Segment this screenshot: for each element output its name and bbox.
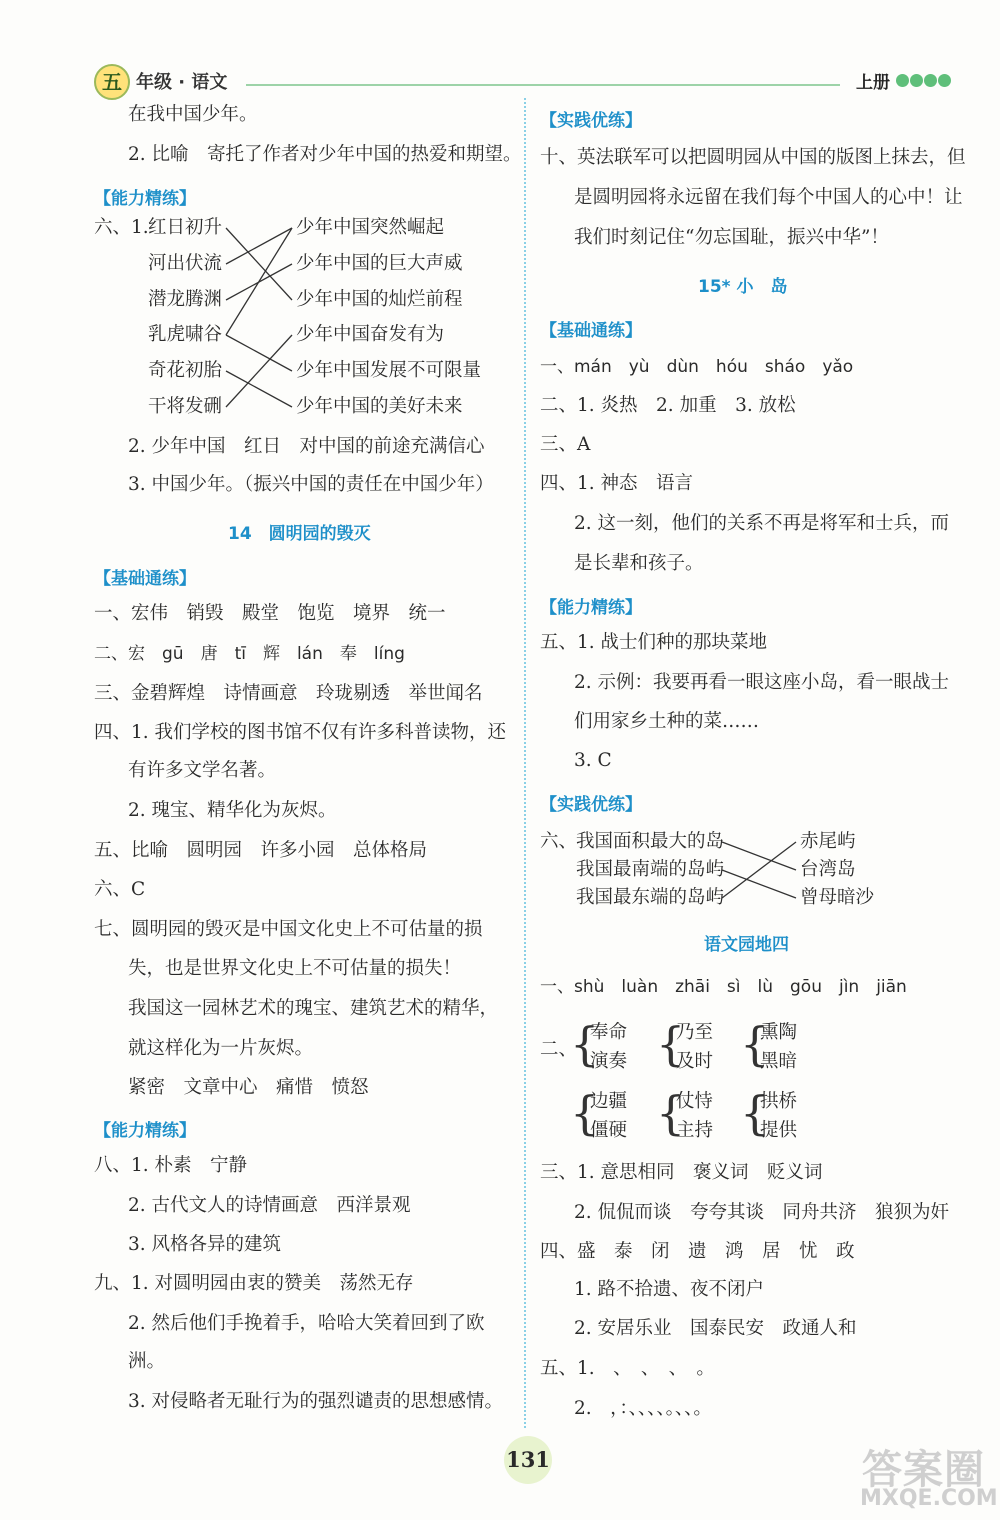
section-tag: 【基础通练】 xyxy=(540,321,642,341)
right-line: 是圆明园将永远留在我们每个中国人的心中！让 xyxy=(574,187,963,208)
word-group: 主持 xyxy=(676,1120,714,1141)
right-line: 一、shù luàn zhāi sì lù gōu jìn jiān xyxy=(540,977,907,997)
section-tag: 【基础通练】 xyxy=(94,569,196,589)
right-line: 2. ，：、、、、。、、。 xyxy=(574,1398,712,1419)
right-line: 2. 侃侃而谈 夸夸其谈 同舟共济 狼狈为奸 xyxy=(574,1202,950,1223)
left-line: 失，也是世界文化史上不可估量的损失！ xyxy=(128,958,462,979)
lesson-title: 14 圆明园的毁灭 xyxy=(228,524,371,544)
island-left: 我国最东端的岛屿 xyxy=(576,887,725,908)
left-line: 2. 然后他们手挽着手，哈哈大笑着回到了欧 xyxy=(128,1313,485,1334)
right-line: 三、1. 意思相同 褒义词 贬义词 xyxy=(540,1162,823,1183)
island-left: 我国面积最大的岛 xyxy=(576,831,725,852)
section-tag: 【实践优练】 xyxy=(540,111,642,131)
brace-icon: { xyxy=(570,1017,600,1071)
right-line: 五、1. 战士们种的那块菜地 xyxy=(540,632,768,653)
brace-icon: { xyxy=(656,1086,686,1140)
left-line: 3. 风格各异的建筑 xyxy=(128,1234,282,1255)
left-line: 洲。 xyxy=(128,1351,166,1372)
left-line: 2. 古代文人的诗情画意 西洋景观 xyxy=(128,1195,411,1216)
header-volume: 上册 xyxy=(856,73,890,93)
left-line: 九、1. 对圆明园由衷的赞美 荡然无存 xyxy=(94,1273,414,1294)
left-line: 二、宏 gū 唐 tī 辉 lán 奉 líng xyxy=(94,644,405,664)
match-right-item: 少年中国的灿烂前程 xyxy=(296,289,463,310)
brace-icon: { xyxy=(740,1086,770,1140)
left-line: 八、1. 朴素 宁静 xyxy=(94,1155,248,1176)
right-line: 1. 路不拾遗、夜不闭户 xyxy=(574,1279,765,1300)
page-number: 131 xyxy=(504,1436,552,1484)
brace-icon: { xyxy=(570,1086,600,1140)
match-right-item: 少年中国的巨大声威 xyxy=(296,253,463,274)
left-line: 2. 比喻 寄托了作者对少年中国的热爱和期望。 xyxy=(128,144,522,165)
right-line: 五、1. 、 、 、 。 xyxy=(540,1358,715,1379)
word-group: 乃至 xyxy=(676,1022,714,1043)
word-group: 拱桥 xyxy=(760,1091,798,1112)
left-line: 有许多文学名著。 xyxy=(128,760,277,781)
right-line: 四、盛 泰 闭 遗 鸿 居 忧 政 xyxy=(540,1241,855,1262)
section-tag: 【能力精练】 xyxy=(94,189,196,209)
lesson-title: 15* 小 岛 xyxy=(698,277,788,297)
right-line: 四、1. 神态 语言 xyxy=(540,473,694,494)
right-line: 是长辈和孩子。 xyxy=(574,553,704,574)
match-left-item: 河出伏流 xyxy=(148,253,223,274)
match-left-item: 潜龙腾渊 xyxy=(148,289,223,310)
match-right-item: 少年中国奋发有为 xyxy=(296,324,445,345)
island-right: 台湾岛 xyxy=(800,859,856,880)
left-line: 三、金碧辉煌 诗情画意 玲珑剔透 举世闻名 xyxy=(94,683,483,704)
match-right-item: 少年中国发展不可限量 xyxy=(296,360,482,381)
right-line: 我们时刻记住“勿忘国耻，振兴中华”！ xyxy=(574,227,889,248)
section-tag: 【能力精练】 xyxy=(540,598,642,618)
header-title: 年级 · 语文 xyxy=(136,72,228,93)
right-line: 们用家乡土种的菜…… xyxy=(574,711,760,732)
word-group: 僵硬 xyxy=(590,1120,628,1141)
right-line: 三、A xyxy=(540,434,591,455)
word-group: 仗恃 xyxy=(676,1091,714,1112)
left-line: 3. 中国少年。（振兴中国的责任在中国少年） xyxy=(128,474,494,495)
left-line: 六、C xyxy=(94,879,146,900)
right-line: 3. C xyxy=(574,750,612,771)
right-line: 2. 安居乐业 国泰民安 政通人和 xyxy=(574,1318,857,1339)
island-left: 我国最南端的岛屿 xyxy=(576,859,725,880)
right-line: 2. 示例：我要再看一眼这座小岛，看一眼战士 xyxy=(574,672,950,693)
word-group: 黑暗 xyxy=(760,1051,798,1072)
brace-icon: { xyxy=(656,1017,686,1071)
right-line: 2. 这一刻，他们的关系不再是将军和士兵，而 xyxy=(574,513,950,534)
match-right-item: 少年中国突然崛起 xyxy=(296,217,445,238)
question-prefix: 二、 xyxy=(540,1039,578,1060)
left-line: 2. 瑰宝、精华化为灰烬。 xyxy=(128,800,337,821)
word-group: 边疆 xyxy=(590,1091,628,1112)
left-line: 3. 对侵略者无耻行为的强烈谴责的思想感情。 xyxy=(128,1391,504,1412)
right-line: 一、mán yù dùn hóu sháo yǎo xyxy=(540,357,854,377)
watermark-logo: 答案圈 xyxy=(862,1447,985,1493)
word-group: 提供 xyxy=(760,1120,798,1141)
match-left-item: 干将发硎 xyxy=(148,396,223,417)
word-group: 奉命 xyxy=(590,1022,628,1043)
brace-icon: { xyxy=(740,1017,770,1071)
left-line: 就这样化为一片灰烬。 xyxy=(128,1038,314,1059)
watermark-url: MXQE.COM xyxy=(860,1486,998,1511)
left-line: 一、宏伟 销毁 殿堂 饱览 境界 统一 xyxy=(94,603,446,624)
right-line: 二、1. 炎热 2. 加重 3. 放松 xyxy=(540,395,796,416)
word-group: 演奏 xyxy=(590,1051,628,1072)
left-line: 七、圆明园的毁灭是中国文化史上不可估量的损 xyxy=(94,919,483,940)
match-left-item: 奇花初胎 xyxy=(148,360,223,381)
left-line: 在我中国少年。 xyxy=(128,104,258,125)
question-prefix: 六、 xyxy=(540,831,578,852)
grade-badge: 五 xyxy=(94,64,130,100)
left-line: 我国这一园林艺术的瑰宝、建筑艺术的精华， xyxy=(128,998,499,1019)
match-left-item: 红日初升 xyxy=(148,217,223,238)
left-line: 2. 少年中国 红日 对中国的前途充满信心 xyxy=(128,436,485,457)
word-group: 及时 xyxy=(676,1051,714,1072)
section-tag: 【实践优练】 xyxy=(540,795,642,815)
left-line: 五、比喻 圆明园 许多小园 总体格局 xyxy=(94,840,428,861)
match-right-item: 少年中国的美好未来 xyxy=(296,396,463,417)
match-left-item: 乳虎啸谷 xyxy=(148,324,223,345)
right-line: 十、英法联军可以把圆明园从中国的版图上抹去，但 xyxy=(540,147,966,168)
left-line: 四、1. 我们学校的图书馆不仅有许多科普读物，还 xyxy=(94,722,507,743)
section-tag: 【能力精练】 xyxy=(94,1121,196,1141)
island-right: 曾母暗沙 xyxy=(800,887,875,908)
island-right: 赤尾屿 xyxy=(800,831,856,852)
section-title: 语文园地四 xyxy=(704,935,789,955)
word-group: 熏陶 xyxy=(760,1022,798,1043)
question-prefix: 六、1. xyxy=(94,217,149,238)
left-line: 紧密 文章中心 痛惜 愤怒 xyxy=(128,1077,369,1098)
